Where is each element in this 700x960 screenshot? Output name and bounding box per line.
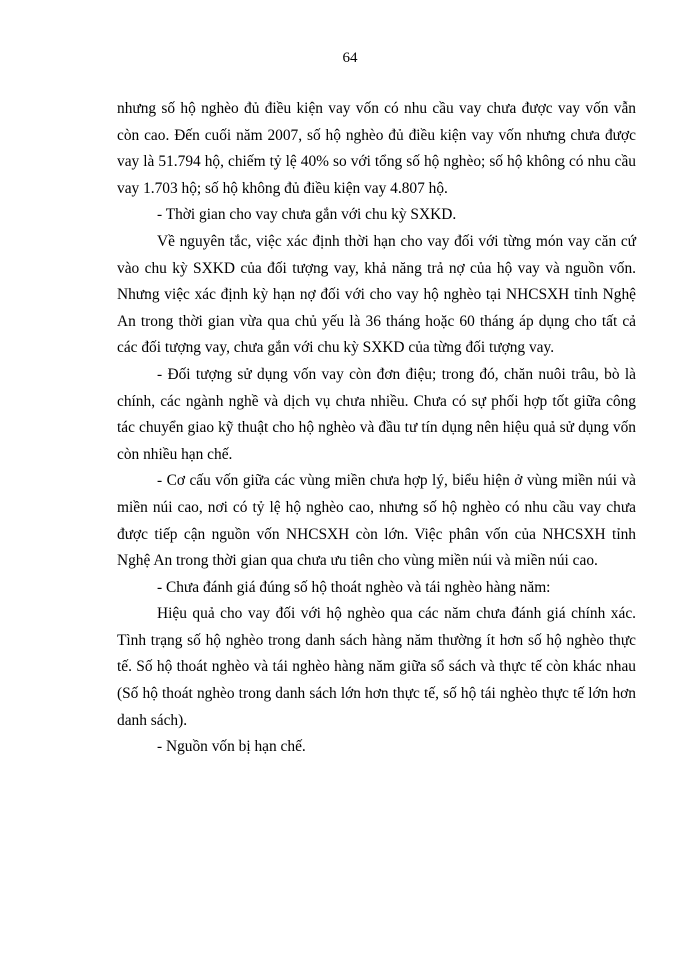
paragraph-poverty-assessment-heading: - Chưa đánh giá đúng số hộ thoát nghèo và tái nghèo hàng năm: — [157, 578, 551, 596]
body-text — [117, 96, 636, 761]
paragraph-regional-structure: - Cơ cấu vốn giữa các vùng miền chưa hợp lý, biểu hiện ở vùng miền núi và miền núi cao, nơi có tỷ lệ hộ nghèo cao, nhưng số hộ nghèo có nhu cầu vay chưa được tiếp cận nguồn vốn NHCSXH còn lớn. Việc phân vốn của NHCSXH tỉnh Nghệ An trong thời gian qua chưa ưu tiên cho vùng miền núi và miền núi cao. — [117, 472, 636, 570]
paragraph-loan-term-heading: - Thời gian cho vay chưa gắn với chu kỳ SXKD. — [157, 206, 457, 224]
paragraph-loan-term-principle: Về nguyên tắc, việc xác định thời hạn cho vay đối với từng món vay căn cứ vào chu kỳ SXKD của đối tượng vay, khả năng trả nợ của hộ vay và nguồn vốn. Nhưng việc xác định kỳ hạn nợ đối với cho vay hộ nghèo tại NHCSXH tỉnh Nghệ An trong thời gian vừa qua chủ yếu là 36 tháng hoặc 60 tháng áp dụng cho tất cả các đối tượng vay, chưa gắn với chu kỳ SXKD của từng đối tượng vay. — [117, 232, 636, 357]
page-number: 64 — [342, 50, 358, 66]
paragraph-loan-usage: - Đối tượng sử dụng vốn vay còn đơn điệu; trong đó, chăn nuôi trâu, bò là chính, các ngành nghề và dịch vụ chưa nhiều. Chưa có sự phối hợp tốt giữa công tác chuyển giao kỹ thuật cho hộ nghèo và đầu tư tín dụng nên hiệu quả sử dụng vốn còn nhiều hạn chế. — [117, 365, 636, 463]
paragraph-poverty-assessment: Hiệu quả cho vay đối với hộ nghèo qua các năm chưa đánh giá chính xác. Tình trạng số hộ nghèo trong danh sách hàng năm thường ít hơn số hộ nghèo thực tế. Số hộ thoát nghèo và tái nghèo hàng năm giữa sổ sách và thực tế còn khác nhau (Số hộ thoát nghèo trong danh sách lớn hơn thực tế, số hộ tái nghèo thực tế lớn hơn danh sách). — [117, 605, 636, 729]
paragraph-loan-demand: nhưng số hộ nghèo đủ điều kiện vay vốn có nhu cầu vay chưa được vay vốn vẫn còn cao. Đến cuối năm 2007, số hộ nghèo đủ điều kiện vay vốn nhưng chưa được vay là 51.794 hộ, chiếm tỷ lệ 40% so với tổng số hộ nghèo; số hộ không có nhu cầu vay 1.703 hộ; số hộ không đủ điều kiện vay 4.807 hộ. — [117, 100, 636, 197]
paragraph-capital-limit: - Nguồn vốn bị hạn chế. — [157, 738, 306, 756]
